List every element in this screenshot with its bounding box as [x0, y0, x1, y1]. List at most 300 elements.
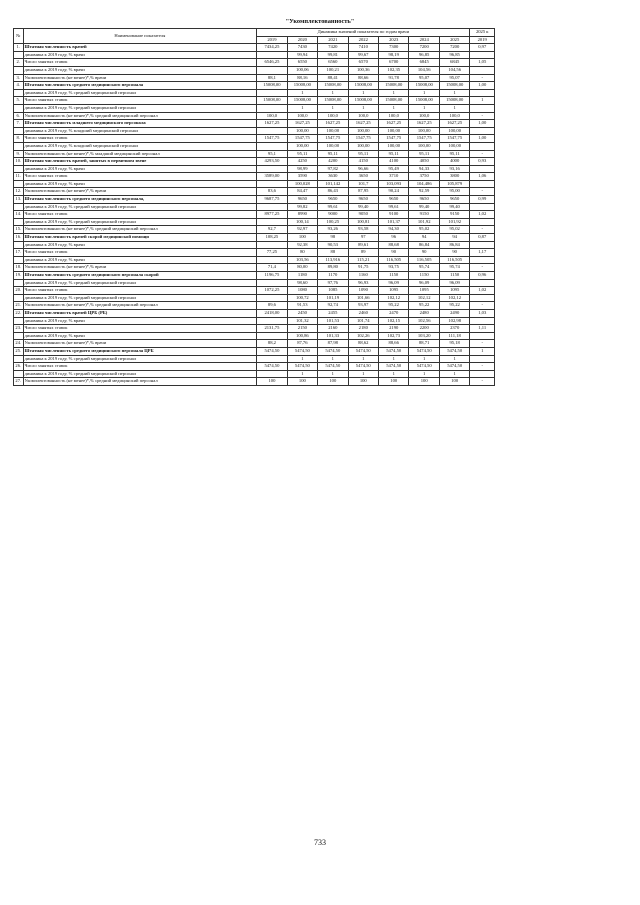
cell-value: 4200 — [318, 158, 348, 166]
cell-value: 15008,00 — [257, 82, 287, 90]
cell-ratio: 1,00 — [470, 82, 495, 90]
table-row — [14, 89, 495, 97]
cell-value: 100,00 — [318, 142, 348, 150]
cell-ratio: - — [470, 74, 495, 82]
cell-value: 5474,50 — [318, 363, 348, 371]
cell-value: 1080 — [287, 287, 317, 295]
cell-value: 1 — [318, 89, 348, 97]
cell-ratio — [470, 127, 495, 135]
cell-ratio: 1,11 — [470, 325, 495, 333]
cell-value: 87,98 — [318, 340, 348, 348]
cell-value: 93,97 — [348, 302, 378, 310]
cell-value: 95,11 — [348, 150, 378, 158]
cell-value: 88,1 — [257, 74, 287, 82]
cell-value: 90 — [439, 249, 470, 257]
cell-value: 3800 — [439, 173, 470, 181]
row-label: Укомплектованность (не менее)*,% врачи — [23, 188, 257, 196]
table-row — [14, 120, 495, 128]
cell-value: 100,00 — [439, 127, 470, 135]
row-label: Число занятых ставок — [23, 97, 257, 105]
row-label: Число занятых ставок — [23, 363, 257, 371]
cell-value: 101,53 — [318, 317, 348, 325]
cell-value: 8977,25 — [257, 211, 287, 219]
table-row — [14, 112, 495, 120]
cell-value: 15008,00 — [379, 82, 409, 90]
cell-value: 100,00 — [287, 142, 317, 150]
cell-value: 1627,25 — [257, 120, 287, 128]
cell-value: 98,99 — [287, 165, 317, 173]
cell-value: 100,00 — [348, 127, 378, 135]
cell-value: 95,49 — [379, 165, 409, 173]
row-label: Штатная численность среднего медицинского персонала, — [23, 196, 257, 204]
cell-value: 95,11 — [318, 150, 348, 158]
cell-value: 2450 — [287, 309, 317, 317]
cell-ratio: 0,97 — [470, 44, 495, 52]
table-row — [14, 127, 495, 135]
cell-value: 5474,50 — [379, 363, 409, 371]
cell-value: 100,25 — [318, 218, 348, 226]
cell-value: 4100 — [379, 158, 409, 166]
row-number: 13. — [14, 196, 24, 204]
row-label: динамика к 2019 году, % средний медицинский персонал — [23, 279, 257, 287]
row-label: динамика к 2019 году, % врачи — [23, 180, 257, 188]
cell-ratio: 1 — [470, 347, 495, 355]
cell-value: 100,00 — [379, 142, 409, 150]
cell-value: 2480 — [409, 309, 439, 317]
cell-value — [257, 66, 287, 74]
cell-value: 9000 — [318, 211, 348, 219]
cell-value: 9100 — [379, 211, 409, 219]
row-label: динамика к 2019 году, % младший медицинский персонал — [23, 142, 257, 150]
cell-value: 1 — [287, 89, 317, 97]
cell-ratio — [470, 89, 495, 97]
table-row — [14, 173, 495, 181]
cell-value: 3650 — [348, 173, 378, 181]
row-number — [14, 104, 24, 112]
cell-value: 86,84 — [439, 241, 470, 249]
cell-value: 100,028 — [287, 180, 317, 188]
cell-value: 100,00 — [409, 142, 439, 150]
cell-value: 1547,75 — [379, 135, 409, 143]
cell-ratio: 0,96 — [470, 272, 495, 280]
cell-ratio — [470, 51, 495, 59]
cell-value: 1 — [287, 104, 317, 112]
cell-value: 96,93 — [348, 279, 378, 287]
table-row — [14, 74, 495, 82]
cell-value: 9650 — [348, 196, 378, 204]
cell-value: 88,66 — [379, 340, 409, 348]
cell-ratio — [470, 294, 495, 302]
cell-value: 100 — [318, 378, 348, 386]
table-row — [14, 340, 495, 348]
cell-value: 104,486 — [409, 180, 439, 188]
table-row — [14, 142, 495, 150]
cell-value: 94 — [439, 234, 470, 242]
cell-value — [257, 355, 287, 363]
cell-value: 6570 — [348, 59, 378, 67]
cell-ratio: 1,06 — [470, 173, 495, 181]
cell-value: 97,82 — [318, 165, 348, 173]
table-row — [14, 378, 495, 386]
cell-value: 95,11 — [439, 150, 470, 158]
row-number — [14, 279, 24, 287]
cell-value: 96,85 — [439, 51, 470, 59]
cell-value: 7434,25 — [257, 44, 287, 52]
cell-value: 83,6 — [257, 188, 287, 196]
row-label: динамика к 2019 году, % врачи — [23, 317, 257, 325]
cell-value: 88,41 — [318, 74, 348, 82]
row-label: Число занятых ставок — [23, 287, 257, 295]
cell-value: 1 — [287, 355, 317, 363]
cell-ratio — [470, 104, 495, 112]
cell-value: 116,505 — [439, 256, 470, 264]
row-label: Штатная численность среднего медицинского персонала ЦРБ — [23, 347, 257, 355]
cell-value — [257, 256, 287, 264]
row-label: динамика к 2019 году, % врачи — [23, 51, 257, 59]
header-year: 2022 — [348, 36, 378, 44]
cell-value: 100,00 — [409, 127, 439, 135]
cell-ratio: 1,03 — [470, 309, 495, 317]
cell-value: 4250 — [287, 158, 317, 166]
row-label: динамика к 2019 году, % средний медицинский персонал — [23, 218, 257, 226]
row-label: Штатная численность врачей скорой медицинской помощи — [23, 234, 257, 242]
cell-value: 9650 — [439, 196, 470, 204]
table-row — [14, 363, 495, 371]
cell-value: 1 — [409, 89, 439, 97]
cell-value: 1 — [287, 370, 317, 378]
table-body — [14, 44, 495, 386]
cell-value: 2160 — [318, 325, 348, 333]
cell-value: 95,11 — [287, 150, 317, 158]
cell-value: 100 — [409, 378, 439, 386]
cell-value: 101,92 — [409, 218, 439, 226]
cell-ratio: 1,00 — [470, 135, 495, 143]
row-number — [14, 218, 24, 226]
row-label: Укомплектованность (не менее)*,% средний медицинский персонал — [23, 226, 257, 234]
cell-value: 90,24 — [379, 188, 409, 196]
row-number: 6. — [14, 112, 24, 120]
cell-value — [257, 127, 287, 135]
cell-ratio: 0,93 — [470, 158, 495, 166]
cell-value: 91,75 — [348, 264, 378, 272]
cell-value: 99,61 — [379, 203, 409, 211]
table-row — [14, 165, 495, 173]
cell-value: 100,0 — [287, 112, 317, 120]
cell-value: 5474,50 — [439, 347, 470, 355]
row-number: 2. — [14, 59, 24, 67]
table-row — [14, 226, 495, 234]
cell-value: 5474,50 — [409, 347, 439, 355]
staffing-table — [13, 28, 495, 386]
table-row — [14, 188, 495, 196]
cell-value: 95,07 — [439, 74, 470, 82]
header-ratio-bottom: 2019 — [470, 36, 495, 44]
cell-value: 95,18 — [439, 340, 470, 348]
cell-ratio: - — [470, 363, 495, 371]
cell-value: 95,74 — [409, 264, 439, 272]
cell-value: 1150 — [379, 272, 409, 280]
page-number: 733 — [314, 838, 326, 847]
cell-ratio — [470, 180, 495, 188]
cell-value: 6845 — [439, 59, 470, 67]
cell-value: 93,58 — [348, 226, 378, 234]
cell-value: 100,00 — [348, 142, 378, 150]
cell-ratio: 1,02 — [470, 287, 495, 295]
cell-value: 91,53 — [287, 302, 317, 310]
row-number: 27. — [14, 378, 24, 386]
cell-value — [257, 218, 287, 226]
cell-value: 104,56 — [439, 66, 470, 74]
cell-value: 7410 — [348, 44, 378, 52]
cell-ratio: - — [470, 188, 495, 196]
row-number: 15. — [14, 226, 24, 234]
header-year: 2020 — [287, 36, 317, 44]
row-number — [14, 355, 24, 363]
cell-value: 5474,50 — [257, 363, 287, 371]
cell-value — [257, 104, 287, 112]
cell-value: 84,47 — [287, 188, 317, 196]
cell-value: 103,20 — [409, 332, 439, 340]
cell-value — [257, 203, 287, 211]
cell-value: 93,75 — [379, 264, 409, 272]
cell-value: 99,40 — [348, 203, 378, 211]
row-number: 22. — [14, 309, 24, 317]
table-row — [14, 180, 495, 188]
row-number — [14, 89, 24, 97]
cell-value: 9150 — [409, 211, 439, 219]
row-number: 5. — [14, 97, 24, 105]
cell-value — [257, 180, 287, 188]
row-label: Штатная численность среднего медицинского персонала — [23, 82, 257, 90]
cell-value: 95,07 — [409, 74, 439, 82]
cell-value: 6700 — [379, 59, 409, 67]
cell-value: 88,16 — [287, 74, 317, 82]
cell-value: 101,142 — [318, 180, 348, 188]
cell-value: 2190 — [379, 325, 409, 333]
cell-value: 100,00 — [318, 127, 348, 135]
cell-ratio — [470, 317, 495, 325]
cell-value: 92,59 — [409, 188, 439, 196]
cell-value: 102,12 — [379, 294, 409, 302]
header-year: 2024 — [409, 36, 439, 44]
cell-value — [257, 332, 287, 340]
table-row — [14, 196, 495, 204]
cell-value: 100,86 — [287, 332, 317, 340]
row-label: динамика к 2019 году, % врачи — [23, 256, 257, 264]
row-label: динамика к 2019 году, % врачи — [23, 165, 257, 173]
cell-value: 88 — [318, 249, 348, 257]
cell-ratio — [470, 142, 495, 150]
cell-value: 95,1 — [257, 150, 287, 158]
cell-value: 100,00 — [287, 127, 317, 135]
table-row — [14, 249, 495, 257]
cell-value: 102,15 — [379, 317, 409, 325]
cell-value: 100,06 — [287, 66, 317, 74]
cell-value: 89,61 — [348, 241, 378, 249]
cell-value: 4293,50 — [257, 158, 287, 166]
cell-value: 15008,00 — [439, 82, 470, 90]
cell-value: 1 — [348, 370, 378, 378]
row-number: 4. — [14, 82, 24, 90]
table-row — [14, 82, 495, 90]
cell-value: 2131,75 — [257, 325, 287, 333]
row-number: 26. — [14, 363, 24, 371]
cell-value: 90 — [379, 249, 409, 257]
cell-value: 103,093 — [379, 180, 409, 188]
cell-value: 95,11 — [409, 150, 439, 158]
cell-ratio: - — [470, 302, 495, 310]
cell-value: 5474,50 — [348, 347, 378, 355]
cell-value: 96,09 — [379, 279, 409, 287]
cell-value: 102,56 — [409, 317, 439, 325]
cell-ratio: - — [470, 378, 495, 386]
row-label: Укомплектованность (не менее)*,% средний медицинский персонал — [23, 378, 257, 386]
table-row — [14, 97, 495, 105]
cell-value — [257, 370, 287, 378]
cell-value: 102,26 — [348, 332, 378, 340]
cell-value: 92,7 — [257, 226, 287, 234]
row-label: Укомплектованность (не менее)*,% младший медицинский персонал — [23, 150, 257, 158]
cell-ratio — [470, 370, 495, 378]
cell-ratio — [470, 256, 495, 264]
table-row — [14, 317, 495, 325]
cell-value: 1547,75 — [348, 135, 378, 143]
cell-value: 95,22 — [379, 302, 409, 310]
row-label: Штатная численность среднего медицинского персонала скорой — [23, 272, 257, 280]
cell-value: 102,35 — [379, 66, 409, 74]
cell-value: 99,61 — [318, 203, 348, 211]
cell-value: 100,72 — [287, 294, 317, 302]
row-number: 11. — [14, 173, 24, 181]
row-label: Число занятых ставок — [23, 59, 257, 67]
cell-value: 100,0 — [348, 112, 378, 120]
cell-value: 100 — [287, 234, 317, 242]
cell-value: 101,32 — [287, 317, 317, 325]
cell-ratio: 1 — [470, 97, 495, 105]
cell-value: 87,95 — [348, 188, 378, 196]
row-label: динамика к 2019 году, % средний медицинский персонал — [23, 294, 257, 302]
table-row — [14, 158, 495, 166]
cell-value: 9687,75 — [257, 196, 287, 204]
row-label: Укомплектованность (не менее)*,% врачи — [23, 340, 257, 348]
cell-value: 1547,75 — [257, 135, 287, 143]
cell-value: 1627,25 — [318, 120, 348, 128]
header-year: 2023 — [379, 36, 409, 44]
cell-value: 4150 — [348, 158, 378, 166]
row-label: Штатная численность врачей — [23, 44, 257, 52]
cell-ratio — [470, 332, 495, 340]
cell-value: 6845 — [409, 59, 439, 67]
cell-value: 100 — [379, 378, 409, 386]
header-num: № — [14, 29, 24, 44]
row-number: 12. — [14, 188, 24, 196]
cell-value: 89,80 — [318, 264, 348, 272]
cell-value: 1 — [318, 355, 348, 363]
cell-value: 99,94 — [287, 51, 317, 59]
cell-value: 7200 — [409, 44, 439, 52]
cell-value: 3589,00 — [257, 173, 287, 181]
cell-value: 1 — [318, 370, 348, 378]
cell-value: 1 — [348, 104, 378, 112]
row-number: 14. — [14, 211, 24, 219]
row-number — [14, 332, 24, 340]
cell-ratio: 0,87 — [470, 234, 495, 242]
table-row — [14, 264, 495, 272]
row-label: Число занятых ставок — [23, 211, 257, 219]
cell-value: 88,62 — [348, 340, 378, 348]
cell-value: 100,81 — [348, 218, 378, 226]
cell-value: 6546,25 — [257, 59, 287, 67]
row-number — [14, 51, 24, 59]
cell-value: 100 — [287, 378, 317, 386]
cell-value: 2150 — [287, 325, 317, 333]
cell-value: 1180 — [287, 272, 317, 280]
cell-value: 4000 — [439, 158, 470, 166]
row-label: Число занятых ставок — [23, 135, 257, 143]
cell-value: 101,33 — [318, 332, 348, 340]
row-number — [14, 127, 24, 135]
cell-value: 96,66 — [348, 165, 378, 173]
cell-value: 5474,50 — [257, 347, 287, 355]
cell-value: 100,0 — [257, 112, 287, 120]
header-ratio-top: 2025 к — [470, 29, 495, 37]
header-row-top — [14, 29, 495, 37]
cell-value: 88,71 — [409, 340, 439, 348]
cell-value: 100,00 — [439, 142, 470, 150]
row-number — [14, 241, 24, 249]
cell-value: 1095 — [409, 287, 439, 295]
cell-value: 86,84 — [409, 241, 439, 249]
cell-value: 3590 — [287, 173, 317, 181]
cell-value: 95,11 — [379, 150, 409, 158]
row-number — [14, 370, 24, 378]
cell-value: 93,16 — [439, 165, 470, 173]
cell-value: 3630 — [318, 173, 348, 181]
table-row — [14, 104, 495, 112]
cell-value: 92,38 — [287, 241, 317, 249]
row-label: динамика к 2019 году, % средний медицинский персонал — [23, 89, 257, 97]
cell-value: 1095 — [379, 287, 409, 295]
header-year: 2021 — [318, 36, 348, 44]
row-number — [14, 203, 24, 211]
cell-value: 96,09 — [439, 279, 470, 287]
cell-ratio — [470, 279, 495, 287]
cell-value: 1627,25 — [439, 120, 470, 128]
cell-value — [257, 142, 287, 150]
cell-value: 9150 — [439, 211, 470, 219]
cell-value: 1547,75 — [318, 135, 348, 143]
cell-value: 1150 — [409, 272, 439, 280]
cell-value: 116,505 — [379, 256, 409, 264]
cell-value: 1 — [409, 370, 439, 378]
row-number: 21. — [14, 302, 24, 310]
cell-value: 1072,25 — [257, 287, 287, 295]
cell-value: 101,92 — [439, 218, 470, 226]
cell-value: 95,74 — [439, 264, 470, 272]
table-row — [14, 234, 495, 242]
cell-value: 100 — [257, 378, 287, 386]
cell-value: 2460 — [348, 309, 378, 317]
table-row — [14, 309, 495, 317]
table-row — [14, 325, 495, 333]
table-row — [14, 355, 495, 363]
table-row — [14, 51, 495, 59]
cell-ratio — [470, 165, 495, 173]
cell-value: 94,30 — [379, 226, 409, 234]
cell-value: 15008,00 — [439, 97, 470, 105]
cell-value: 100,14 — [287, 218, 317, 226]
cell-value: 90 — [409, 249, 439, 257]
